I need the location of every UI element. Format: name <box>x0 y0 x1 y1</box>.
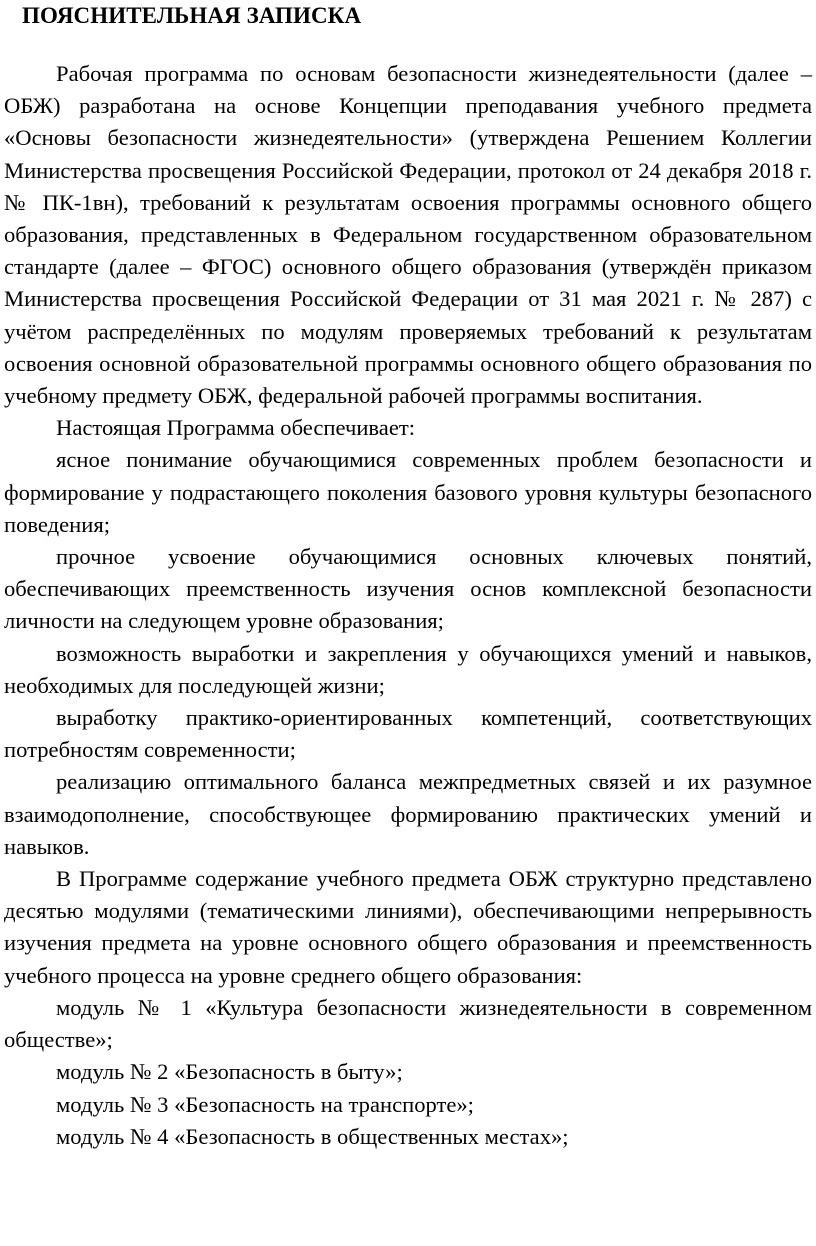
paragraph-modules-structure: В Программе содержание учебного предмета ОБЖ структурно представлено десятью модулями (тематическими линиями), обеспечивающими непрерывность изучения предмета на уровне основного общего образования и преемственность учебного процесса на уровне среднего общего образования: <box>4 866 812 988</box>
paragraph-intro: Рабочая программа по основам безопасности жизнедеятельности (далее – ОБЖ) разработана на основе Концепции преподавания учебного предмета «Основы безопасности жизнедеятельности» (утверждена Решением Коллегии Министерства просвещения Российской Федерации, протокол от 24 декабря 2018 г. № ПК-1вн), требований к результатам освоения программы основного общего образования, представленных в Федеральном государственном образовательном стандарте (далее – ФГОС) основного общего образования (утверждён приказом Министерства просвещения Российской Федерации от 31 мая 2021 г. № 287) с учётом распределённых по модулям проверяемых требований к результатам освоения основной образовательной программы основного общего образования по учебному предмету ОБЖ, федеральной рабочей программы воспитания. <box>4 61 812 409</box>
paragraph-item-skills: возможность выработки и закрепления у обучающихся умений и навыков, необходимых для последующей жизни; <box>4 640 812 698</box>
paragraph-module-1: модуль № 1 «Культура безопасности жизнедеятельности в современном обществе»; <box>4 994 812 1053</box>
paragraph-module-4: модуль № 4 «Безопасность в общественных местах»; <box>56 1123 569 1149</box>
paragraph-item-competencies: выработку практико-ориентированных компетенций, соответствующих потребностям современности; <box>4 705 812 763</box>
document-title: ПОЯСНИТЕЛЬНАЯ ЗАПИСКА <box>22 3 362 28</box>
document-body <box>4 58 812 1153</box>
paragraph-module-3: модуль № 3 «Безопасность на транспорте»; <box>56 1091 474 1117</box>
paragraph-module-2: модуль № 2 «Безопасность в быту»; <box>56 1059 403 1085</box>
paragraph-item-understanding: ясное понимание обучающимися современных проблем безопасности и формирование у подрастающего поколения базового уровня культуры безопасного поведения; <box>4 447 812 537</box>
paragraph-program-provides: Настоящая Программа обеспечивает: <box>56 415 415 441</box>
paragraph-item-assimilation: прочное усвоение обучающимися основных ключевых понятий, обеспечивающих преемственность изучения основ комплексной безопасности личности на следующем уровне образования; <box>4 544 812 634</box>
paragraph-item-balance: реализацию оптимального баланса межпредметных связей и их разумное взаимодополнение, способствующее формированию практических умений и навыков. <box>4 769 812 859</box>
